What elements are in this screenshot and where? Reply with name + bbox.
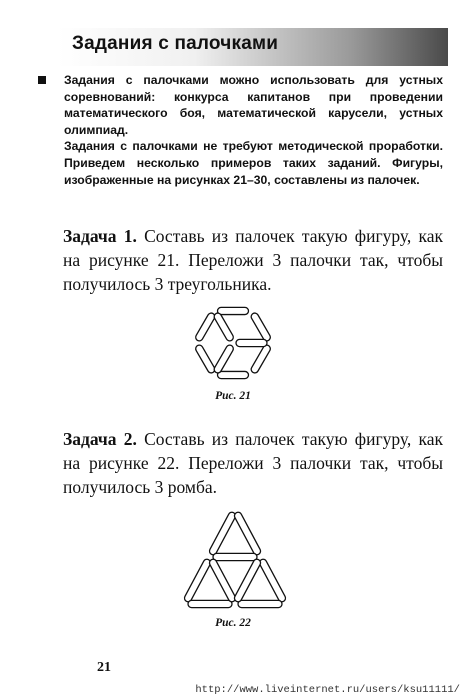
stick <box>194 344 216 374</box>
intro-paragraph-2: Задания с палочками не требуют методической проработки. Приведем несколько примеров таких заданий. Фигуры, изображенные на рисунках 21–30, составлены из палочек. <box>64 139 443 187</box>
intro-block <box>38 72 443 188</box>
stick <box>250 344 272 374</box>
stick <box>236 339 267 346</box>
stick <box>233 511 262 556</box>
bullet-square-icon <box>38 76 46 84</box>
task-1 <box>63 224 443 296</box>
stick <box>213 553 257 560</box>
task-2 <box>63 427 443 499</box>
stick <box>218 371 249 378</box>
task-2-text: Составь из палочек такую фигуру, как на рисунке 22. Переложи 3 палочки так, чтобы получилось 3 ромба. <box>63 429 444 497</box>
stick <box>208 511 237 556</box>
stick <box>218 307 249 314</box>
stick <box>208 558 237 603</box>
stick <box>188 600 232 607</box>
stick <box>258 558 287 603</box>
page-number: 21 <box>97 660 111 675</box>
intro-paragraph-1: Задания с палочками можно использовать для устных соревнований: конкурса капитанов при проведении математического боя, математической карусели, устных олимпиад. <box>64 73 443 137</box>
stick <box>213 344 235 374</box>
stick <box>238 600 282 607</box>
task-1-label: Задача 1. <box>63 226 137 246</box>
stick <box>250 312 272 342</box>
task-1-text: Составь из палочек такую фигуру, как на рисунке 21. Переложи 3 палочки так, чтобы получилось 3 треугольника. <box>63 226 444 294</box>
figure-21-hexagon-sticks <box>183 300 283 386</box>
stick <box>233 558 262 603</box>
stick <box>194 312 216 342</box>
stick <box>183 558 212 603</box>
stick <box>213 312 235 342</box>
page-title: Задания с палочками <box>72 33 279 54</box>
watermark-url: http://www.liveinternet.ru/users/ksu11111/ <box>195 684 460 696</box>
figure-22-caption: Рис. 22 <box>215 617 251 629</box>
figure-22-triangle-sticks <box>180 505 290 613</box>
figure-21-caption: Рис. 21 <box>215 390 251 402</box>
task-2-label: Задача 2. <box>63 429 137 449</box>
